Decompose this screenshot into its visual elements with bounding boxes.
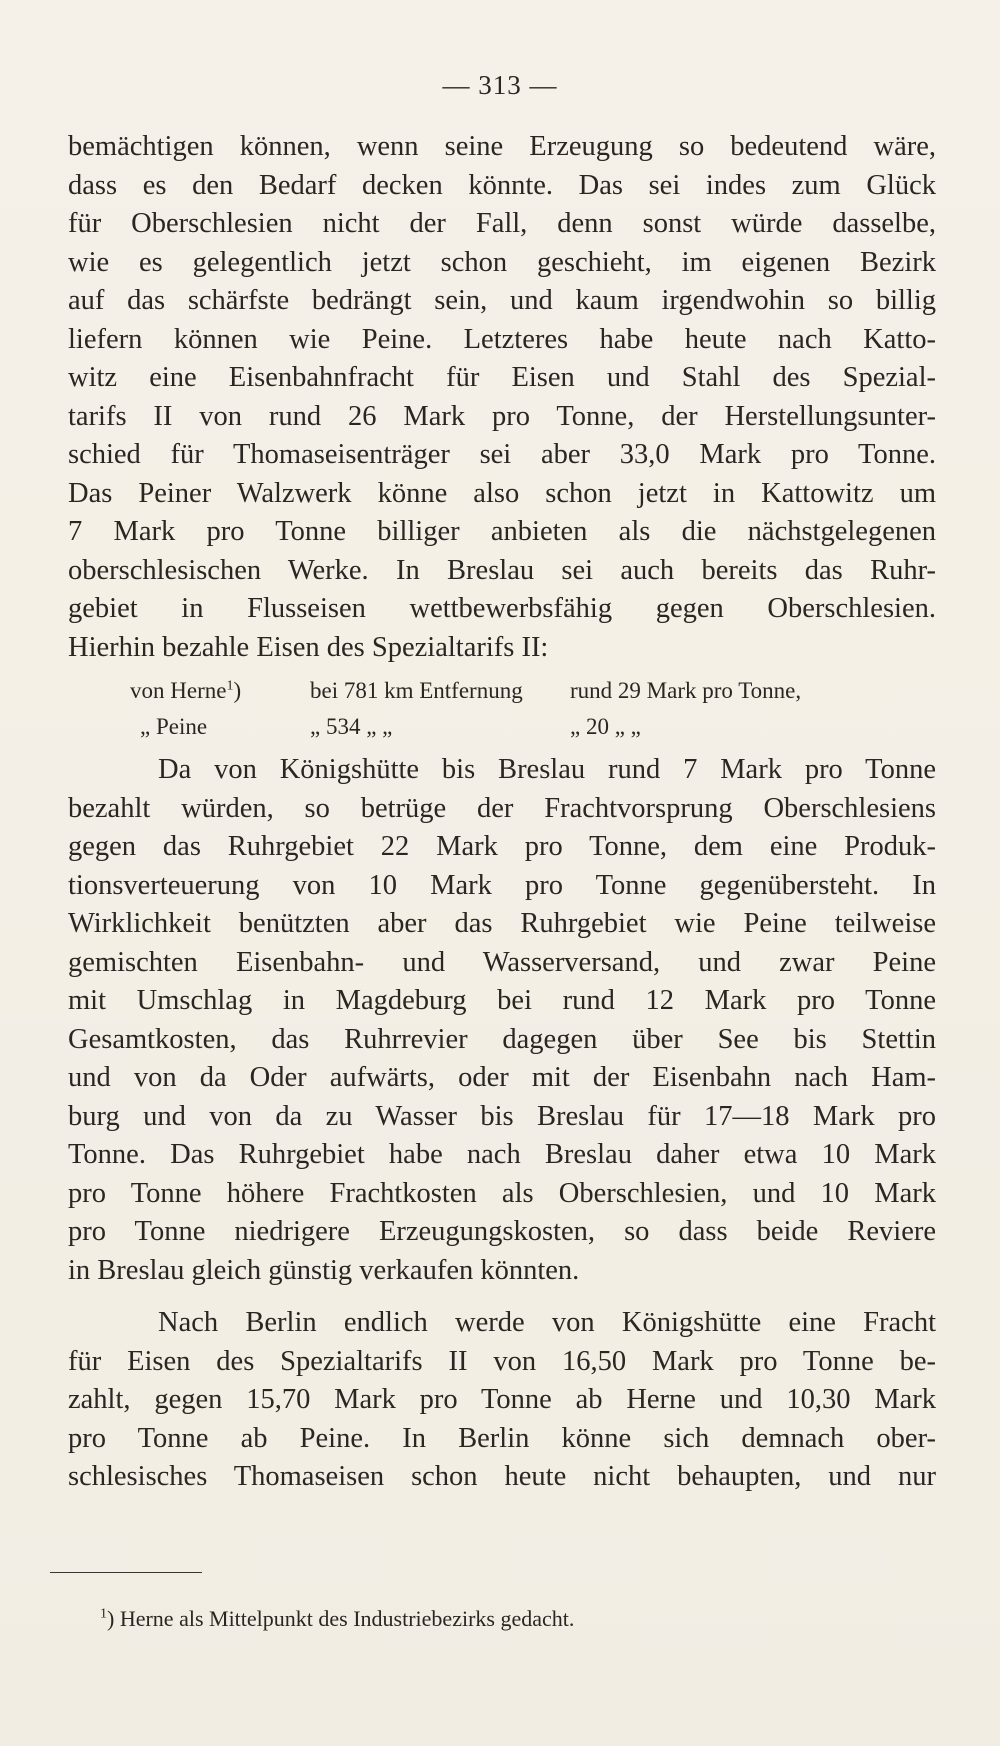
text-line: gegen das Ruhrgebiet 22 Mark pro Tonne, dem eine Produk- [68,831,936,862]
footnote-marker: 1 [100,1606,107,1622]
table-cell: „ 20 „ „ [570,714,641,739]
text-line: auf das schärfste bedrängt sein, und kaum irgendwohin so billig [68,285,936,316]
text-line: für Oberschlesien nicht der Fall, denn sonst würde dasselbe, [68,208,936,239]
footnote-divider [50,1572,202,1573]
text-line: in Breslau gleich günstig verkaufen könnten. [68,1254,580,1286]
text-line: gebiet in Flusseisen wettbewerbsfähig gegen Oberschlesien. [68,593,936,624]
text-line: Das Peiner Walzwerk könne also schon jetzt in Kattowitz um [68,477,936,509]
text-line: pro Tonne ab Peine. In Berlin könne sich demnach ober- [68,1422,936,1454]
text-line: und von da Oder aufwärts, oder mit der Eisenbahn nach Ham- [68,1062,936,1093]
text-line: burg und von da zu Wasser bis Breslau für 17—18 Mark pro [68,1100,936,1132]
text-line: Nach Berlin endlich werde von Königshütte eine Fracht [158,1307,936,1338]
text-line: pro Tonne höhere Frachtkosten als Oberschlesien, und 10 Mark [68,1177,936,1209]
paragraph-2 [68,751,936,1290]
text-line: bemächtigen können, wenn seine Erzeugung so bedeutend wäre, [68,131,936,162]
text-line: Tonne. Das Ruhrgebiet habe nach Breslau daher etwa 10 Mark [68,1139,936,1170]
text-line: zahlt, gegen 15,70 Mark pro Tonne ab Herne und 10,30 Mark [68,1384,936,1415]
text-line: schied für Thomaseisenträger sei aber 33,0 Mark pro Tonne. [68,439,936,470]
text-line: Da von Königshütte bis Breslau rund 7 Mark pro Tonne [158,754,936,785]
text-line: bezahlt würden, so betrüge der Frachtvorsprung Oberschlesiens [68,792,936,824]
table-cell: bei 781 km Entfernung [310,678,523,703]
text-line: witz eine Eisenbahnfracht für Eisen und Stahl des Spezial- [68,362,936,393]
table-cell: „ 534 „ „ [310,714,393,739]
text-line: tarifs II von rund 26 Mark pro Tonne, der Herstellungsunter- [68,400,936,432]
text-line: dass es den Bedarf decken könnte. Das sei indes zum Glück [68,169,936,201]
text-line: oberschlesischen Werke. In Breslau sei auch bereits das Ruhr- [68,554,936,586]
footnote-text: Herne als Mittelpunkt des Industriebezirks gedacht. [119,1606,575,1631]
text-line: Gesamtkosten, das Ruhrrevier dagegen über See bis Stettin [68,1023,936,1055]
page-number: — 313 — [442,70,558,100]
freight-table [68,673,936,745]
page-body [68,128,936,1497]
text-line: tionsverteuerung von 10 Mark pro Tonne gegenübersteht. In [68,869,936,901]
text-line: für Eisen des Spezialtarifs II von 16,50 Mark pro Tonne be- [68,1345,936,1377]
paragraph-3 [68,1304,936,1497]
text-line: mit Umschlag in Magdeburg bei rund 12 Mark pro Tonne [68,985,936,1016]
text-line: liefern können wie Peine. Letzteres habe heute nach Katto- [68,323,936,355]
text-line: 7 Mark pro Tonne billiger anbieten als die nächstgelegenen [68,516,936,547]
table-cell: rund 29 Mark pro Tonne, [570,678,802,703]
table-row [130,709,936,745]
table-cell: „ Peine [140,714,208,739]
text-line: Wirklichkeit benützten aber das Ruhrgebiet wie Peine teilweise [68,908,936,939]
paragraph-1 [68,128,936,667]
footnote-marker: 1 [226,678,234,694]
footnote: $^1$) Herne als Mittelpunkt des Industriebezirks gedacht. [100,1606,575,1631]
table-row [130,673,936,709]
text-line: schlesisches Thomaseisen schon heute nicht behaupten, und nur [68,1461,936,1492]
text-line: Hierhin bezahle Eisen des Spezialtarifs II: [68,631,549,663]
table-cell: von Herne$^1$) [130,678,242,703]
text-line: gemischten Eisenbahn- und Wasserversand, und zwar Peine [68,946,936,978]
text-line: pro Tonne niedrigere Erzeugungskosten, so dass beide Reviere [68,1216,936,1247]
text-line: wie es gelegentlich jetzt schon geschieht, im eigenen Bezirk [68,246,936,278]
